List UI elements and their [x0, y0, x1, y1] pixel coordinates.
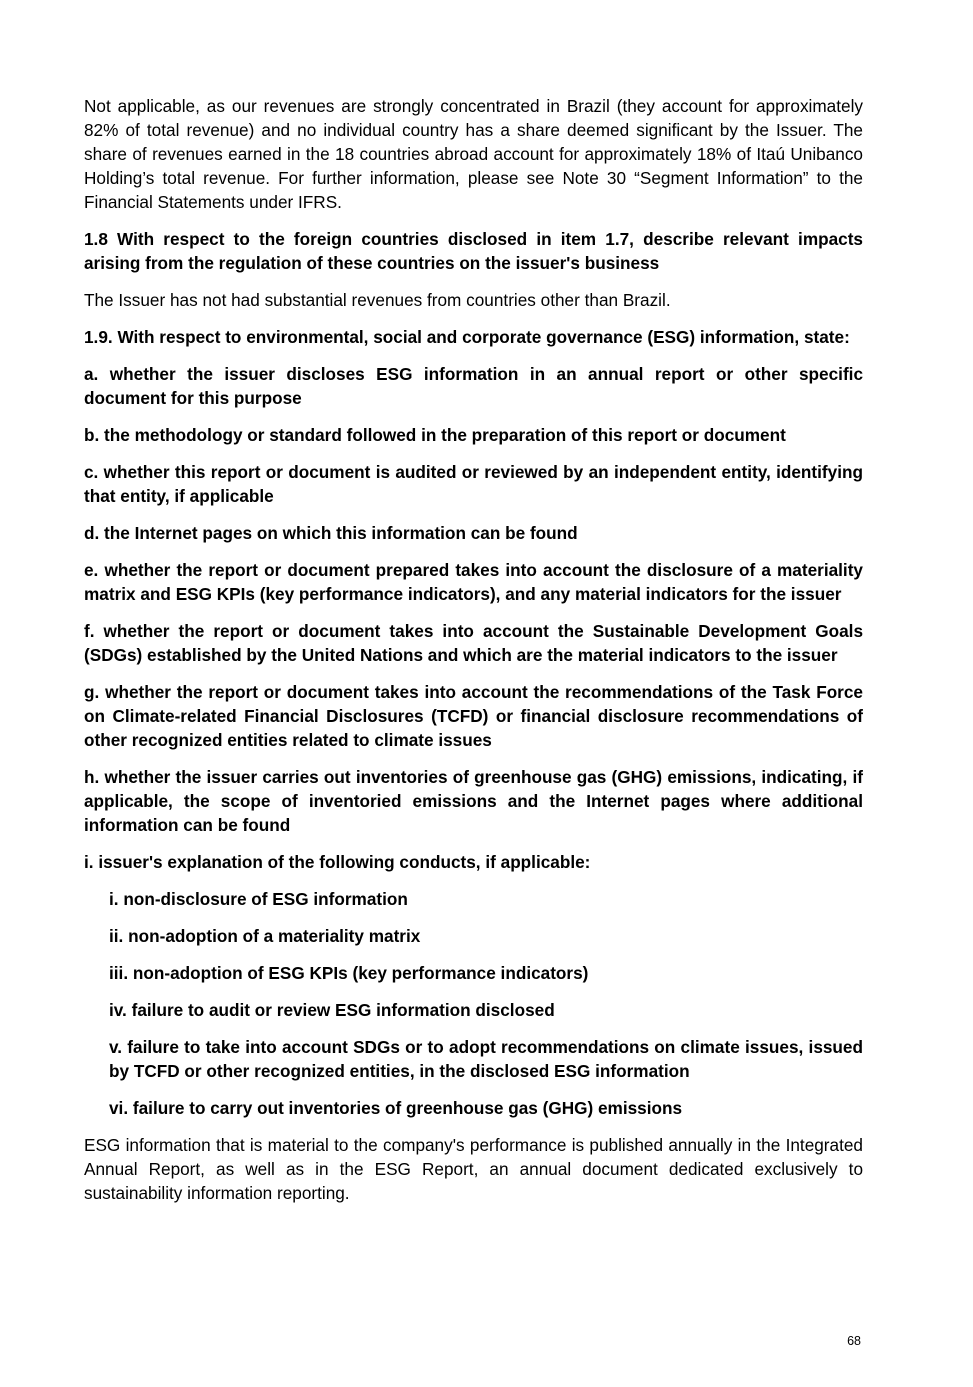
item-b: b. the methodology or standard followed in the preparation of this report or document — [84, 425, 786, 445]
document-page — [84, 94, 863, 1205]
section-1-9-answer: ESG information that is material to the company's performance is published annually in the Integrated Annual Report, as well as in the ESG Report, an annual document dedicated exclusively to sustainability information reporting. — [84, 1135, 863, 1203]
subitem-i: i. non-disclosure of ESG information — [109, 889, 408, 909]
subitem-vi: vi. failure to carry out inventories of greenhouse gas (GHG) emissions — [109, 1098, 683, 1118]
subitem-ii: ii. non-adoption of a materiality matrix — [109, 926, 421, 946]
item-g: g. whether the report or document takes into account the recommendations of the Task Force on Climate-related Financial Disclosures (TCFD) or financial disclosure recommendations of other recognized entities related to climate issues — [84, 682, 863, 750]
subitem-iii: iii. non-adoption of ESG KPIs (key performance indicators) — [109, 963, 589, 983]
item-d: d. the Internet pages on which this information can be found — [84, 523, 578, 543]
item-h: h. whether the issuer carries out inventories of greenhouse gas (GHG) emissions, indicating, if applicable, the scope of inventoried emissions and the Internet pages where additional information can be found — [84, 767, 863, 835]
item-a: a. whether the issuer discloses ESG information in an annual report or other specific document for this purpose — [84, 364, 863, 408]
section-1-8-heading: 1.8 With respect to the foreign countries disclosed in item 1.7, describe relevant impacts arising from the regulation of these countries on the issuer's business — [84, 229, 863, 273]
item-c: c. whether this report or document is audited or reviewed by an independent entity, identifying that entity, if applicable — [84, 462, 863, 506]
intro-paragraph: Not applicable, as our revenues are strongly concentrated in Brazil (they account for approximately 82% of total revenue) and no individual country has a share deemed significant by the Issuer. The share of revenues earned in the 18 countries abroad account for approximately 18% of Itaú Unibanco Holding’s total revenue. For further information, please see Note 30 “Segment Information” to the Financial Statements under IFRS. — [84, 96, 863, 212]
section-1-8-answer: The Issuer has not had substantial revenues from countries other than Brazil. — [84, 290, 671, 310]
subitem-v: v. failure to take into account SDGs or to adopt recommendations on climate issues, issued by TCFD or other recognized entities, in the disclosed ESG information — [109, 1037, 863, 1081]
item-i: i. issuer's explanation of the following conducts, if applicable: — [84, 852, 591, 872]
item-f: f. whether the report or document takes into account the Sustainable Development Goals (SDGs) established by the United Nations and which are the material indicators to the issuer — [84, 621, 863, 665]
page-number: 68 — [847, 1334, 861, 1348]
section-1-9-heading: 1.9. With respect to environmental, social and corporate governance (ESG) information, state: — [84, 327, 850, 347]
item-e: e. whether the report or document prepared takes into account the disclosure of a materiality matrix and ESG KPIs (key performance indicators), and any material indicators for the issuer — [84, 560, 863, 604]
subitem-iv: iv. failure to audit or review ESG information disclosed — [109, 1000, 555, 1020]
